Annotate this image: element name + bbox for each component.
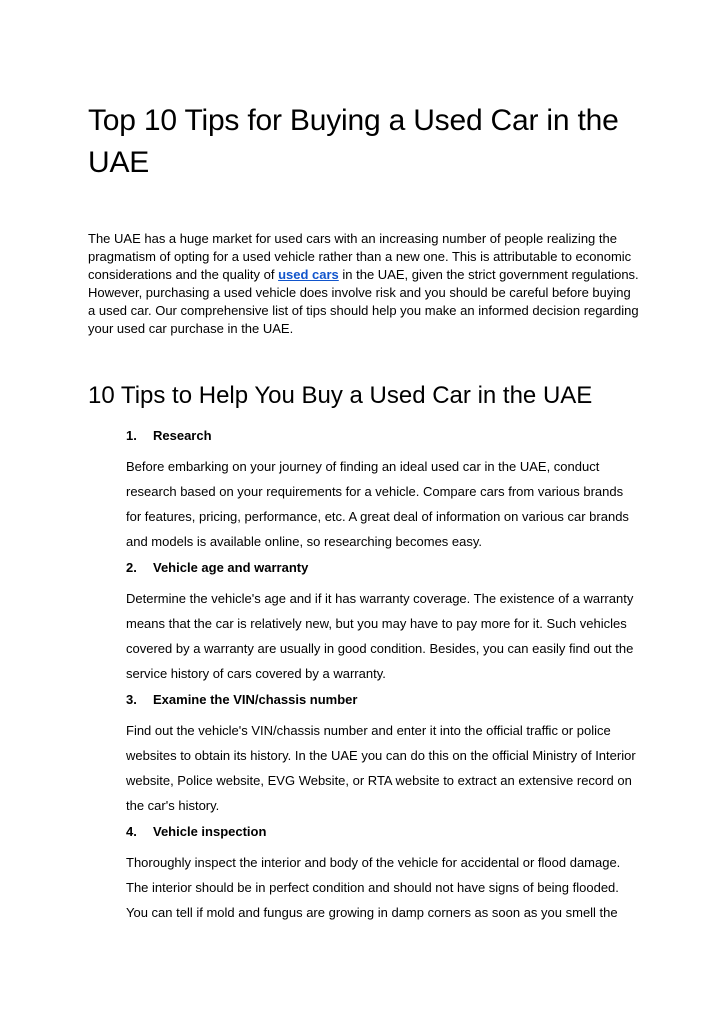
- tip-item: [126, 690, 638, 818]
- tip-body: Before embarking on your journey of finding an ideal used car in the UAE, conduct research based on your requirements for a vehicle. Compare cars from various brands for features, pricing, performance, etc. A great deal of information on various car brands and models is available online, so researching becomes easy.: [126, 459, 629, 549]
- tip-heading-text: Research: [153, 428, 212, 443]
- tip-heading: [126, 690, 638, 710]
- tip-body: Determine the vehicle's age and if it has warranty coverage. The existence of a warranty means that the car is relatively new, but you may have to pay more for it. Such vehicles covered by a warranty are usually in good condition. Besides, you can easily find out the service history of cars covered by a warranty.: [126, 591, 634, 681]
- tip-heading-text: Examine the VIN/chassis number: [153, 692, 358, 707]
- tip-heading: [126, 822, 638, 842]
- tip-body: Find out the vehicle's VIN/chassis number and enter it into the official traffic or police websites to obtain its history. In the UAE you can do this on the official Ministry of Interior website, Police website, EVG Website, or RTA website to extract an extensive record on the car's history.: [126, 723, 636, 813]
- tip-number: 1.: [126, 428, 137, 443]
- tips-list: [126, 426, 638, 929]
- tip-item: [126, 558, 638, 686]
- tip-heading-text: Vehicle inspection: [153, 824, 267, 839]
- used-cars-link[interactable]: used cars: [278, 266, 339, 282]
- intro-text-after: in the UAE, given the strict government regulations. However, purchasing a used vehicle does involve risk and you should be careful before buying a used car. Our comprehensive list of tips should help you make an informed decision regarding your used car purchase in the UAE.: [88, 266, 639, 336]
- tip-number: 4.: [126, 824, 137, 839]
- tip-item: [126, 426, 638, 554]
- intro-text-before: The UAE has a huge market for used cars with an increasing number of people realizing the pragmatism of opting for a used vehicle rather than a new one. This is attributable to economic considerations and the quality of: [88, 231, 632, 282]
- document-title: Top 10 Tips for Buying a Used Car in the UAE: [88, 104, 619, 179]
- tip-heading: [126, 426, 638, 446]
- section-heading: 10 Tips to Help You Buy a Used Car in the UAE: [88, 382, 593, 409]
- tip-heading: [126, 558, 638, 578]
- tip-number: 3.: [126, 692, 137, 707]
- tip-item: [126, 822, 638, 925]
- tip-number: 2.: [126, 560, 137, 575]
- intro-paragraph: [88, 230, 640, 337]
- tip-heading-text: Vehicle age and warranty: [153, 560, 309, 575]
- tip-body: Thoroughly inspect the interior and body of the vehicle for accidental or flood damage. The interior should be in perfect condition and should not have signs of being flooded. You can tell if mold and fungus are growing in damp corners as soon as you smell the: [126, 855, 621, 920]
